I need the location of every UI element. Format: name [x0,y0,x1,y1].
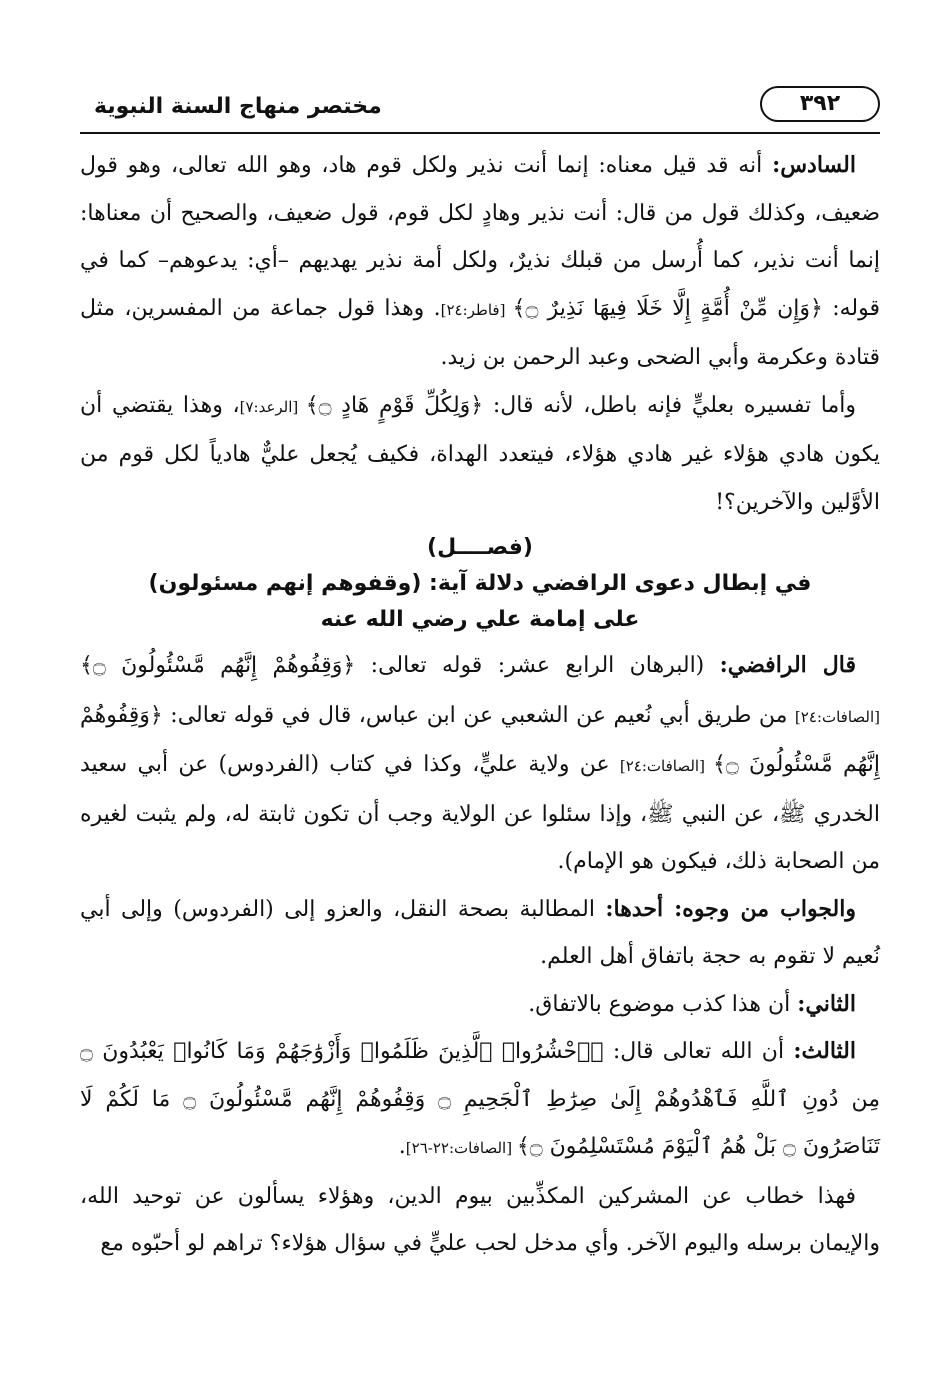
section-title-line-2: على إمامة علي رضي الله عنه [320,607,640,632]
paragraph-lead: والجواب من وجوه: أحدها: [605,895,856,922]
page-number: ٣٩٢ [760,86,880,122]
paragraph-text: أن الله تعالى قال: [603,1039,794,1064]
paragraph-answer-second [80,981,880,1029]
paragraph-text: عن ولاية عليٍّ، وكذا في كتاب (الفردوس) عن أبي سعيد الخدري ﷺ، عن النبي ﷺ، وإذا سئلوا عن الولاية وجب أن تكون ثابتة له، ولم يثبت لغيره من الصحابة ذلك، فيكون هو الإمام). [80,752,880,874]
paragraph-lead: الثاني: [797,990,856,1017]
quran-verse: ﴿وَقِفُوهُمْ إِنَّهُم مَّسْئُولُونَ ۝﴾ [80,653,356,678]
paragraph-answer-third [80,1028,880,1173]
paragraph-text: فهذا خطاب عن المشركين المكذِّبين بيوم الدين، وهؤلاء يسألون عن توحيد الله، والإيمان برسله واليوم الآخر. وأي مدخل لحب عليٍّ في سؤال هؤلاء؟ تراهم لو أحبّوه مع [80,1183,880,1256]
verse-reference: [الصافات:٢٤] [619,757,713,775]
paragraph-text: من طريق أبي نُعيم عن الشعبي عن ابن عباس، قال في قوله تعالى: [162,702,795,728]
paragraph-refutation [80,382,880,527]
paragraph-answer-first [80,886,880,981]
paragraph-text: . [398,1134,406,1159]
paragraph-sixth [80,142,880,382]
paragraph-lead: الثالث: [793,1038,856,1064]
paragraph-rafidi-claim [80,642,880,886]
section-marker: (فصــــل) [427,535,533,560]
paragraph-text: أنه قد قيل معناه: إنما أنت نذير ولكل قوم هاد، وهو الله تعالى، وهو قول ضعيف، وكذلك قول من قال: أنت نذير وهادٍ لكل قوم، قول ضعيف، والصحيح أن معناها: إنما أنت نذير، كما أُرسل من قبلك نذيرٌ، ولكل أمة نذير يهديهم –أي: يدعوهم– كما في قوله: [80,153,880,321]
paragraph-text: ، وهذا يقتضي أن يكون هادي هؤلاء غير هادي هؤلاء، فيتعدد الهداة، فكيف يُجعل عليٌّ هادياً لكل قوم من الأوَّلين والآخرين؟! [80,392,880,515]
quran-verse: ﴿وَلِكُلِّ قَوْمٍ هَادٍ ۝﴾ [305,392,484,418]
verse-reference: [الصافات:٢٤] [794,707,880,726]
paragraph-text: (البرهان الرابع عشر: قوله تعالى: [355,653,720,678]
document-page [80,80,880,1320]
paragraph-lead: السادس: [772,152,856,178]
paragraph-lead: قال الرافضي: [719,652,856,678]
section-heading [80,530,880,638]
running-title: مختصر منهاج السنة النبوية [94,94,382,119]
verse-reference: [الرعد:٧] [239,397,306,416]
section-title-line-1: في إبطال دعوى الرافضي دلالة آية: (وقفوهم إنهم مسئولون) [148,571,812,596]
quran-verse: ﴿ٱحْشُرُوا۟ ٱلَّذِينَ ظَلَمُوا۟ وَأَزْوَٰجَهُمْ وَمَا كَانُوا۟ يَعْبُدُونَ ۝ مِن دُونِ ٱللَّهِ فَٱهْدُوهُمْ إِلَىٰ صِرَٰطِ ٱلْجَحِيمِ ۝ وَقِفُوهُمْ إِنَّهُم مَّسْئُولُونَ ۝ مَا لَكُمْ لَا تَنَاصَرُونَ ۝ بَلْ هُمُ ٱلْيَوْمَ مُسْتَسْلِمُونَ ۝﴾ [80,1039,880,1159]
paragraph-text: وأما تفسيره بعليٍّ فإنه باطل، لأنه قال: [483,392,856,418]
paragraph-conclusion [80,1173,880,1268]
verse-reference: [فاطر:٢٤] [440,300,513,319]
page-body [80,134,880,1268]
quran-verse: ﴿وَقِفُوهُمْ إِنَّهُم مَّسْئُولُونَ ۝﴾ [80,702,880,777]
paragraph-text: أن هذا كذب موضوع بالاتفاق. [528,991,798,1017]
paragraph-text: المطالبة بصحة النقل، والعزو إلى (الفردوس) وإلى أبي نُعيم لا تقوم به حجة باتفاق أهل العلم. [80,896,880,969]
page-header [80,80,880,134]
quran-verse: ﴿وَإِن مِّنْ أُمَّةٍ إِلَّا خَلَا فِيهَا نَذِيرٌ ۝﴾ [512,295,823,321]
paragraph-text: . وهذا قول جماعة من المفسرين، مثل قتادة وعكرمة وأبي الضحى وعبد الرحمن بن زيد. [80,295,880,370]
verse-reference: [الصافات:٢٢-٢٦] [405,1139,517,1157]
